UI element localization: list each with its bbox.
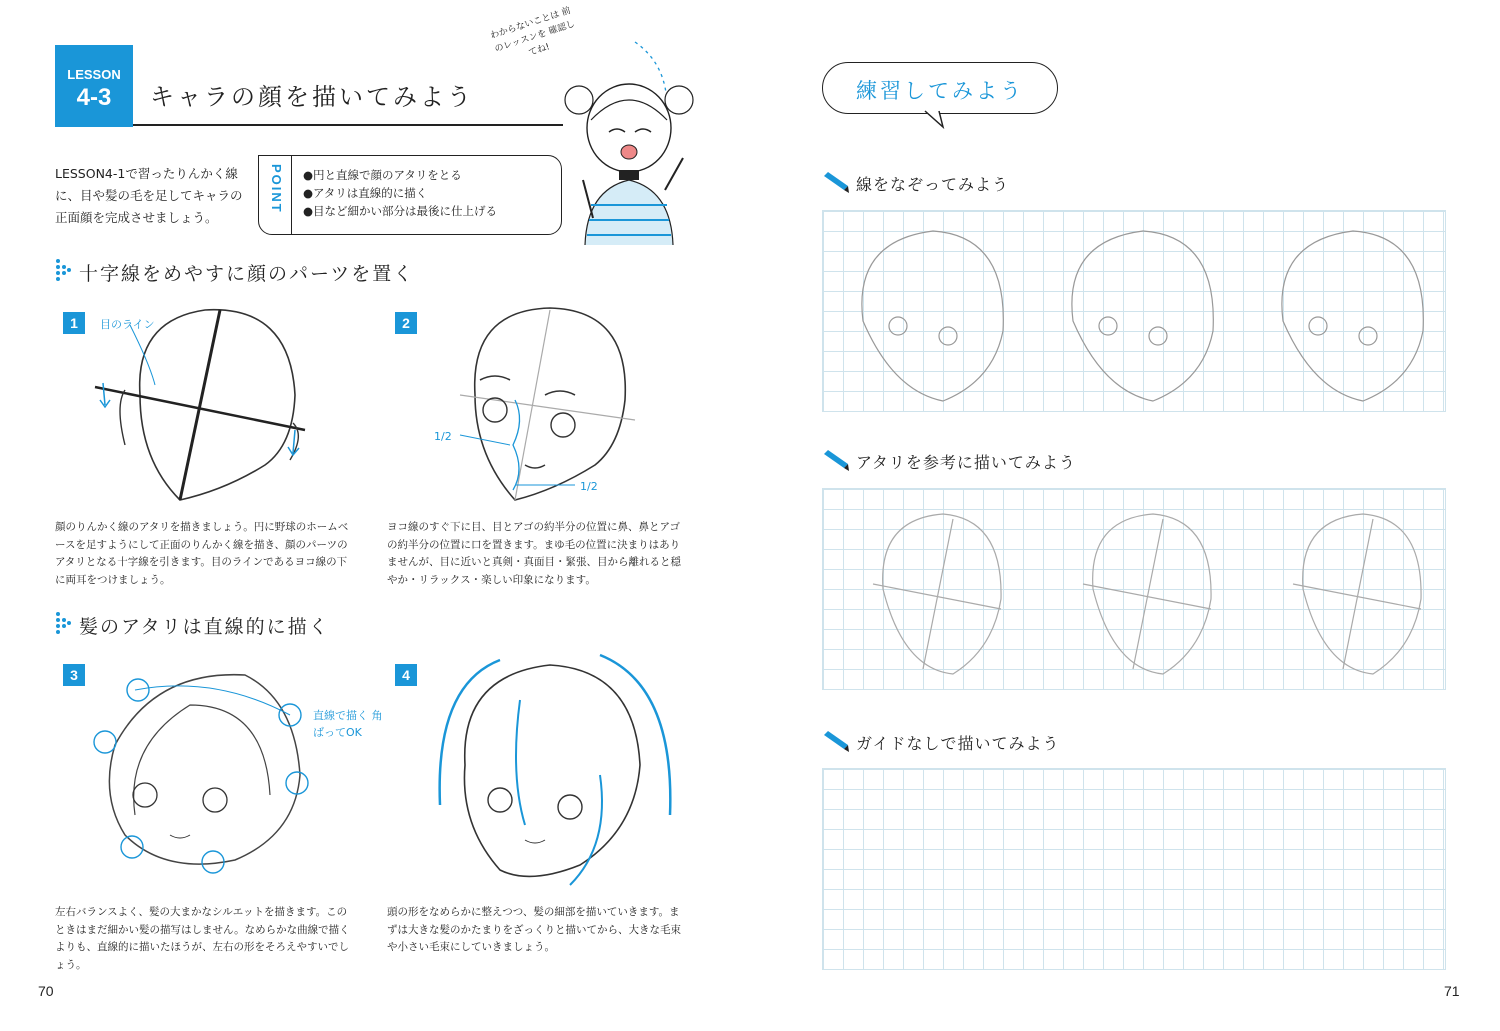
step-1-caption: 顔のりんかく線のアタリを描きましょう。円に野球のホームベースを足すようにして正面のりんかく線を描き、顔のパーツのアタリとなる十字線を引きます。目のラインであるヨコ線の下に両耳をつけましょう。 bbox=[55, 521, 349, 586]
dot-triangle-icon bbox=[55, 611, 71, 633]
practice-title-bubble bbox=[822, 62, 1058, 114]
practice-title: 練習してみよう bbox=[856, 79, 1024, 103]
step-2-drawing bbox=[455, 305, 655, 505]
step-3-badge: 3 bbox=[63, 664, 85, 686]
step-2-caption: ヨコ線のすぐ下に目、目とアゴの約半分の位置に鼻、鼻とアゴの約半分の位置に口を置きます。まゆ毛の位置に決まりはありませんが、目に近いと真剣・真面目・緊張、目から離れると穏やか・リラックス・楽しい印象になります。 bbox=[387, 521, 681, 586]
step-4-caption: 頭の形をなめらかに整えつつ、髪の細部を描いていきます。まずは大きな髪のかたまりをざっくりと描いてから、大きな毛束や小さい毛束にしていきましょう。 bbox=[387, 906, 681, 953]
step-3-label: 直線で描く 角ばってOK bbox=[313, 709, 383, 739]
guide-faces bbox=[823, 489, 1445, 689]
practice-3-heading-text: ガイドなしで描いてみよう bbox=[856, 734, 1060, 753]
practice-1-heading bbox=[822, 172, 1009, 195]
step-1-drawing bbox=[95, 305, 315, 505]
section1-heading bbox=[55, 258, 414, 286]
pencil-icon bbox=[822, 450, 850, 472]
section2-heading bbox=[55, 611, 330, 639]
step-1-label: 目のライン bbox=[100, 318, 155, 331]
step-4-badge: 4 bbox=[395, 664, 417, 686]
lesson-badge bbox=[55, 45, 133, 127]
section1-heading-text: 十字線をめやすに顔のパーツを置く bbox=[79, 263, 415, 285]
point-item: ●円と直線で顔のアタリをとる bbox=[303, 168, 462, 182]
step-4-drawing bbox=[430, 655, 680, 890]
section2-heading-text: 髪のアタリは直線的に描く bbox=[79, 616, 330, 638]
page-number-right: 71 bbox=[1444, 983, 1460, 999]
bubble-note: わからないことは 前のレッスンを 確認してね! bbox=[489, 5, 577, 59]
bubble-tail bbox=[925, 111, 947, 129]
point-item: ●アタリは直線的に描く bbox=[303, 186, 428, 200]
point-item: ●目など細かい部分は最後に仕上げる bbox=[303, 204, 498, 218]
practice-1-heading-text: 線をなぞってみよう bbox=[856, 175, 1010, 194]
practice-2-heading-text: アタリを参考に描いてみよう bbox=[856, 453, 1076, 472]
practice-2-heading bbox=[822, 450, 1076, 473]
point-box bbox=[258, 155, 562, 235]
page-number-left: 70 bbox=[38, 983, 54, 999]
lesson-title: キャラの顔を描いてみよう bbox=[150, 83, 474, 111]
step-2-badge: 2 bbox=[395, 312, 417, 334]
point-list bbox=[303, 166, 497, 220]
practice-3-heading bbox=[822, 731, 1060, 754]
point-label: POINT bbox=[269, 164, 284, 214]
practice-1-grid[interactable] bbox=[822, 210, 1446, 412]
trace-faces bbox=[823, 211, 1445, 411]
pencil-icon bbox=[822, 172, 850, 194]
practice-2-grid[interactable] bbox=[822, 488, 1446, 690]
dot-triangle-icon bbox=[55, 258, 71, 280]
point-tab bbox=[259, 156, 292, 234]
step-3-drawing bbox=[95, 665, 310, 880]
practice-3-grid[interactable] bbox=[822, 768, 1446, 970]
pencil-icon bbox=[822, 731, 850, 753]
intro-text: LESSON4-1で習ったりんかく線に、目や髪の毛を足してキャラの正面顔を完成させましょう。 bbox=[55, 166, 243, 225]
step-3-caption: 左右バランスよく、髪の大まかなシルエットを描きます。このときはまだ細かい髪の描写はしません。なめらかな曲線で描くよりも、直線的に描いたほうが、左右の形をそろえやすいでしょう。 bbox=[55, 906, 350, 971]
lesson-label: LESSON bbox=[67, 67, 121, 82]
character-illustration bbox=[565, 40, 695, 245]
step-1-badge: 1 bbox=[63, 312, 85, 334]
lesson-number: 4-3 bbox=[76, 84, 112, 111]
title-rule bbox=[133, 124, 563, 126]
step-2-label-half-b: 1/2 bbox=[580, 480, 598, 493]
step-2-label-half-a: 1/2 bbox=[434, 430, 452, 443]
